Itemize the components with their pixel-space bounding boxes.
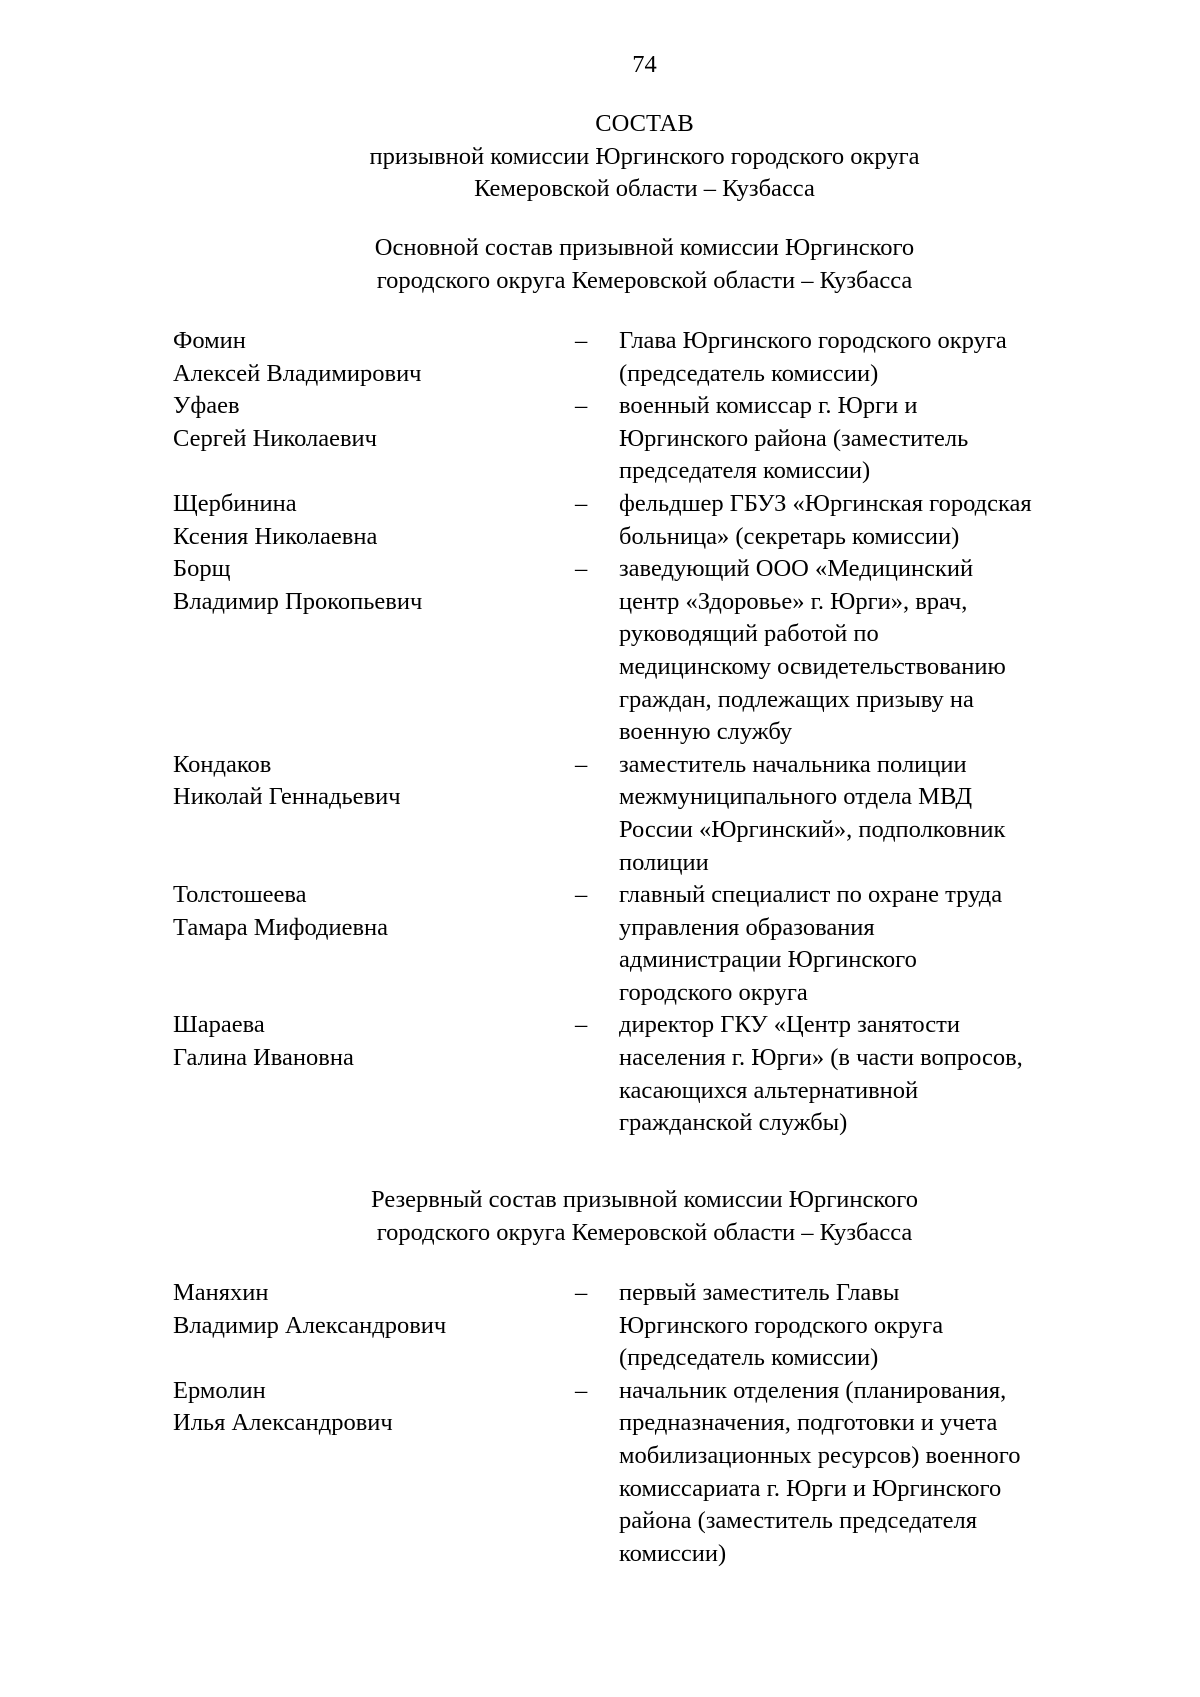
member-surname: Шараева bbox=[173, 1011, 265, 1039]
member-role-line: населения г. Юрги» (в части вопросов, bbox=[619, 1044, 1023, 1072]
reserve-heading-line-2: городского округа Кемеровской области – Кузбасса bbox=[376, 1218, 913, 1246]
member-given-names: Ксения Николаевна bbox=[173, 522, 378, 550]
member-dash: – bbox=[575, 750, 588, 778]
member-name bbox=[173, 879, 573, 944]
member-role-line: начальник отделения (планирования, bbox=[619, 1376, 1007, 1404]
member-given-names: Сергей Николаевич bbox=[173, 424, 377, 452]
member-dash: – bbox=[575, 327, 588, 354]
member-role-line: (председатель комиссии) bbox=[619, 1344, 879, 1372]
member-role bbox=[619, 1009, 1113, 1139]
member-dash: – bbox=[575, 881, 588, 909]
member-role-line: района (заместитель председателя bbox=[619, 1507, 977, 1535]
reserve-member-list bbox=[173, 1277, 1113, 1570]
member-role bbox=[619, 488, 1113, 553]
member-role-line: управления образования bbox=[619, 913, 875, 941]
member-surname: Щербинина bbox=[173, 489, 297, 517]
member-name bbox=[173, 749, 573, 814]
member-role-line: предназначения, подготовки и учета bbox=[619, 1409, 998, 1437]
member-given-names: Алексей Владимирович bbox=[173, 359, 422, 387]
member-role-line: медицинскому освидетельствованию bbox=[619, 652, 1006, 680]
member-role-line: мобилизационных ресурсов) военного bbox=[619, 1441, 1021, 1469]
member-entry bbox=[173, 1375, 1113, 1571]
member-role-line: комиссариата г. Юрги и Юргинского bbox=[619, 1474, 1002, 1502]
member-role bbox=[619, 1375, 1113, 1571]
main-heading-line-2: городского округа Кемеровской области – Кузбасса bbox=[376, 266, 913, 294]
member-role bbox=[619, 1277, 1113, 1375]
member-dash: – bbox=[575, 555, 588, 583]
member-role bbox=[619, 879, 1113, 1009]
member-surname: Борщ bbox=[173, 555, 231, 583]
member-name bbox=[173, 488, 573, 553]
member-given-names: Владимир Прокопьевич bbox=[173, 587, 423, 615]
main-member-list bbox=[173, 325, 1113, 1140]
member-role-line: гражданской службы) bbox=[619, 1109, 848, 1137]
member-role-line: касающихся альтернативной bbox=[619, 1076, 919, 1104]
document-title bbox=[0, 108, 1200, 206]
member-role bbox=[619, 325, 1113, 390]
main-heading-line-1: Основной состав призывной комиссии Юргинского bbox=[374, 234, 915, 261]
reserve-heading-line-1: Резервный состав призывной комиссии Юргинского bbox=[371, 1186, 918, 1213]
member-role bbox=[619, 749, 1113, 879]
member-surname: Кондаков bbox=[173, 750, 272, 778]
member-entry bbox=[173, 325, 1113, 390]
main-section-heading bbox=[0, 232, 1200, 297]
member-role-line: главный специалист по охране труда bbox=[619, 881, 1003, 909]
member-role-line: (председатель комиссии) bbox=[619, 359, 879, 387]
member-entry bbox=[173, 1277, 1113, 1375]
member-role-line: Юргинского городского округа bbox=[619, 1311, 944, 1339]
member-surname: Маняхин bbox=[173, 1279, 269, 1306]
member-role-line: центр «Здоровье» г. Юрги», врач, bbox=[619, 587, 968, 615]
member-dash: – bbox=[575, 392, 588, 420]
member-given-names: Владимир Александрович bbox=[173, 1311, 447, 1339]
member-name bbox=[173, 325, 573, 390]
member-role-line: первый заместитель Главы bbox=[619, 1279, 900, 1306]
member-role-line: Юргинского района (заместитель bbox=[619, 424, 969, 452]
member-role-line: городского округа bbox=[619, 978, 808, 1006]
member-role-line: директор ГКУ «Центр занятости bbox=[619, 1011, 960, 1039]
member-given-names: Николай Геннадьевич bbox=[173, 783, 401, 811]
member-role-line: граждан, подлежащих призыву на bbox=[619, 685, 974, 713]
member-surname: Толстошеева bbox=[173, 881, 307, 909]
title-line-3: Кемеровской области – Кузбасса bbox=[474, 175, 815, 203]
member-role-line: Глава Юргинского городского округа bbox=[619, 327, 1007, 354]
member-given-names: Галина Ивановна bbox=[173, 1044, 354, 1072]
member-dash: – bbox=[575, 1279, 588, 1306]
member-role-line: заместитель начальника полиции bbox=[619, 750, 967, 778]
member-name bbox=[173, 1009, 573, 1074]
member-entry bbox=[173, 390, 1113, 488]
member-role-line: руководящий работой по bbox=[619, 620, 879, 648]
member-dash: – bbox=[575, 489, 588, 517]
title-line-2: призывной комиссии Юргинского городского округа bbox=[369, 142, 920, 170]
member-entry bbox=[173, 488, 1113, 553]
member-name bbox=[173, 390, 573, 455]
member-dash: – bbox=[575, 1376, 588, 1404]
member-role bbox=[619, 390, 1113, 488]
member-role-line: администрации Юргинского bbox=[619, 946, 917, 974]
member-role-line: больница» (секретарь комиссии) bbox=[619, 522, 960, 550]
member-entry bbox=[173, 749, 1113, 879]
member-dash: – bbox=[575, 1011, 588, 1039]
member-role-line: председателя комиссии) bbox=[619, 457, 871, 485]
member-entry bbox=[173, 1009, 1113, 1139]
member-role-line: военный комиссар г. Юрги и bbox=[619, 392, 918, 420]
member-name bbox=[173, 1375, 573, 1440]
member-role-line: комиссии) bbox=[619, 1539, 727, 1567]
member-given-names: Тамара Мифодиевна bbox=[173, 913, 389, 941]
member-role-line: межмуниципального отдела МВД bbox=[619, 783, 973, 811]
member-role-line: фельдшер ГБУЗ «Юргинская городская bbox=[619, 489, 1032, 517]
member-role-line: России «Юргинский», подполковник bbox=[619, 815, 1006, 843]
member-role-line: заведующий ООО «Медицинский bbox=[619, 555, 974, 583]
member-entry bbox=[173, 553, 1113, 749]
reserve-section-heading bbox=[0, 1184, 1200, 1249]
member-role-line: полиции bbox=[619, 848, 709, 876]
member-entry bbox=[173, 879, 1113, 1009]
member-name bbox=[173, 553, 573, 618]
member-given-names: Илья Александрович bbox=[173, 1409, 393, 1437]
member-surname: Ермолин bbox=[173, 1376, 266, 1404]
member-surname: Уфаев bbox=[173, 392, 240, 420]
page-number: 74 bbox=[632, 51, 657, 78]
member-surname: Фомин bbox=[173, 327, 246, 354]
title-line-1: СОСТАВ bbox=[595, 110, 694, 137]
member-role-line: военную службу bbox=[619, 718, 793, 746]
member-name bbox=[173, 1277, 573, 1342]
member-role bbox=[619, 553, 1113, 749]
